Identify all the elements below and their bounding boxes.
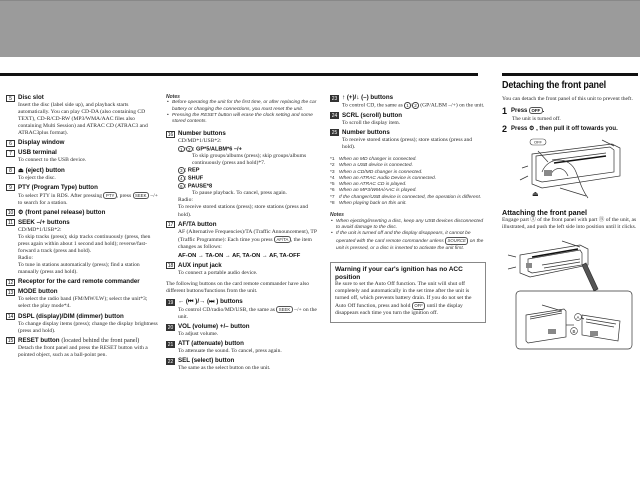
entry-display-window <box>6 139 158 147</box>
detach-intro: You can detach the front panel of this unit to prevent theft. <box>502 96 633 102</box>
item-number: 14 <box>7 314 14 321</box>
entry-body <box>6 192 158 207</box>
entry-body: To connect to the USB device. <box>18 157 87 164</box>
pause-desc: To pause playback. To cancel, press again. <box>192 190 287 197</box>
footnote: *7 If the changer/USB device is connected, the operation is different. <box>330 194 482 200</box>
item-number: 18 <box>167 263 174 270</box>
entry-title: DSPL (display)/DIM (dimmer) button <box>18 312 124 320</box>
entry-body: To attenuate the sound. To cancel, press again. <box>178 348 282 355</box>
entry-title: MODE button <box>18 288 58 296</box>
entry-body: The same as the select button on the unit. <box>178 365 271 372</box>
attach-body: Engage part Ⓐ of the front panel with part Ⓑ of the unit, as illustrated, and push the left side into position until it clicks. <box>502 217 637 231</box>
item-number: 9 <box>6 184 15 191</box>
body-text: To control CD/radio/MD/USB, the same as <box>178 306 275 313</box>
body-line: CD/MD*1/USB*2: <box>178 138 222 145</box>
entry-title: Receptor for the card remote commander <box>18 278 140 286</box>
item-number: 21 <box>167 341 174 348</box>
entry-title: Disc slot <box>18 94 44 101</box>
entry-title: SEL (select) button <box>178 357 235 365</box>
entry-dspl-button <box>6 313 158 335</box>
entry-title: Number buttons <box>342 128 390 136</box>
entry-att-button <box>166 340 320 355</box>
radio-label: Radio: <box>178 197 193 204</box>
item-number: 15 <box>7 338 14 345</box>
warning-body: Be sure to set the Auto Off function. The unit will shut off completely and automatically in the set time after the unit is turned off, which prevents battery drain. If you do not set the Auto Off function, press and hold OFF until the display disappears each time you turn the ignition off. <box>335 281 472 317</box>
body-text: , press <box>116 192 132 199</box>
remote-intro: The following buttons on the card remote commander have also different buttons/functions from the unit. <box>166 280 310 294</box>
entry-title: ⏏ (eject) button <box>18 166 65 174</box>
body-line: Radio: <box>18 255 33 262</box>
column-2 <box>166 94 320 374</box>
pause-label: : PAUSE*8 <box>184 183 213 190</box>
body-text: –/+ to search for a station. <box>18 192 158 206</box>
entry-body: To scroll the display item. <box>342 119 401 126</box>
gp-label: : GP*5/ALBM*6 –/+ <box>192 146 242 153</box>
entry-title: SCRL (scroll) button <box>342 111 403 119</box>
item-number: 8 <box>6 167 15 174</box>
entry-remote-number-buttons <box>330 129 486 151</box>
af-ta-sequence: AF-ON → TA-ON → AF, TA-ON → AF, TA-OFF <box>178 252 301 259</box>
section-rule-left <box>0 73 478 76</box>
step-2 <box>502 125 638 134</box>
entry-body <box>6 227 158 277</box>
entry-body: To connect a portable audio device. <box>178 269 258 276</box>
reset-notes <box>166 94 320 125</box>
source-key: SOURCE <box>445 237 468 244</box>
header-band <box>0 0 640 57</box>
detach-illustration <box>502 136 638 204</box>
entry-title: USB terminal <box>18 149 57 157</box>
footnote: *2 When a USB device is connected. <box>330 163 413 169</box>
release-icon: ⏏ <box>532 190 539 199</box>
off-key-callout-label: OFF <box>534 139 542 145</box>
column-1 <box>6 94 158 361</box>
entry-body: To receive stored stations (press); store stations (press and hold). <box>342 136 473 150</box>
button-3-icon: 3 <box>179 168 183 174</box>
entry-title: SEEK –/+ buttons <box>18 218 70 226</box>
item-number: 7 <box>6 150 15 157</box>
body-text: To control CD, the same as <box>342 102 403 109</box>
rep-label: : REP <box>184 167 200 174</box>
item-number: 6 <box>6 140 15 147</box>
entry-body: To change display items (press); change the display brightness (press and hold). <box>18 320 158 334</box>
footnote: *8 When playing back on this unit. <box>330 200 407 206</box>
body-text: (GP/ALBM –/+) on the unit. <box>420 102 485 109</box>
item-number: 24 <box>331 113 338 120</box>
item-number: 23 <box>331 95 338 102</box>
button-2-icon: 2 <box>414 103 417 108</box>
body-text: , the item changes as follows: <box>178 236 312 250</box>
item-number: 16 <box>167 131 174 138</box>
entry-title: PTY (Program Type) button <box>18 183 98 191</box>
entry-mode-button <box>6 288 158 310</box>
step-1-body: The unit is turned off. <box>512 116 561 123</box>
gp-desc: To skip groups/albums (press); skip groups/albums continuously (press and hold)*7. <box>192 153 307 167</box>
item-number: 22 <box>167 358 174 365</box>
entry-title: ATT (attenuate) button <box>178 340 244 348</box>
detach-panel-drawing <box>502 136 638 204</box>
entry-seek-buttons <box>6 219 158 277</box>
eject-notes <box>330 212 486 252</box>
button-1-icon: 1 <box>179 146 183 152</box>
entry-body: Detach the front panel and press the RESET button with a pointed object, such as a ball-point pen. <box>18 344 148 358</box>
entry-scrl-button <box>330 112 486 127</box>
entry-title: Number buttons <box>178 130 226 138</box>
body-line: To skip tracks (press); skip tracks continuously (press, then press again within about 1 second and hold); reverse/fast-forward a track (press and hold). <box>18 233 151 255</box>
step-1: 1 Press OFF . <box>502 106 545 117</box>
step-label: Press ⚙ , then pull it off towards you. <box>511 126 618 133</box>
warning-box <box>330 262 486 323</box>
attach-illustration <box>502 235 638 353</box>
shuf-label: : SHUF <box>184 175 204 182</box>
item-number: 12 <box>7 279 14 286</box>
entry-body: Insert the disc (label side up), and playback starts automatically. You can play CD-DA (also containing CD TEXT), CD-R/CD-RW (MP3/WMA/AAC files also containing Multi Session) and ATRAC CD (ATRAC3 and ATRAC3plus format). <box>18 102 148 137</box>
entry-vol-button <box>166 323 320 338</box>
radio-desc: To receive stored stations (press); store stations (press and hold). <box>178 204 309 218</box>
entry-af-ta-button <box>166 221 320 260</box>
item-number: 13 <box>7 289 14 296</box>
notes-title: Notes <box>330 212 344 219</box>
entry-receptor <box>6 278 158 286</box>
af-ta-key: AF/TA <box>274 236 291 243</box>
step-number: 2 <box>502 124 508 135</box>
entry-arrow-buttons <box>166 298 320 321</box>
entry-aux-input <box>166 262 320 277</box>
entry-title: Display window <box>18 139 65 147</box>
entry-usb-terminal <box>6 149 158 164</box>
entry-disc-slot <box>6 94 158 137</box>
part-a-label: A <box>576 315 580 321</box>
step-number: 1 <box>502 106 508 117</box>
entry-title: AF/TA button <box>178 220 217 228</box>
body-text: To select PTY in RDS. After pressing <box>18 192 103 199</box>
pty-key: PTY <box>103 192 116 199</box>
button-2-icon: 2 <box>188 146 191 152</box>
seek-key: SEEK <box>276 306 292 313</box>
entry-number-buttons <box>166 130 320 218</box>
column-3 <box>330 94 486 323</box>
entry-reset-button <box>6 337 158 359</box>
entry-title: VOL (volume) +/– button <box>178 323 250 331</box>
item-number: 25 <box>331 130 338 137</box>
entry-eject-button <box>6 167 158 182</box>
entry-sel-button <box>166 357 320 372</box>
note-item: • Pressing the RESET button will erase the clock setting and some stored contents. <box>166 113 320 126</box>
body-text: AF (Alternative Frequencies)/TA (Traffic Announcement), TP (Traffic Programme): Each time you press <box>178 228 317 243</box>
part-b-label: B <box>572 329 576 335</box>
attach-panel-drawing <box>502 235 638 353</box>
button-1-icon: 1 <box>406 103 409 108</box>
entry-up-down-buttons <box>330 94 486 110</box>
item-number: 19 <box>167 299 174 306</box>
column-4 <box>502 80 638 353</box>
footnote: *4 When an ATRAC Audio Device is connected. <box>330 175 437 181</box>
footnote: *5 When an ATRAC CD is played. <box>330 182 407 188</box>
entry-body: CD/MD*1/USB*2: 1 / 2 : GP*5/ALBM*6 –/+ To skip groups/albums (press); skip groups/albums continuously (press and hold)*7. 3 : REP 4 : SHUF 6 : PAUSE*8 To pause playback. To cancel, press again. Radio: To receive stored stations (press); store stations (press and hold). <box>166 138 320 218</box>
item-number: 5 <box>6 95 15 102</box>
entry-body: To eject the disc. <box>18 174 56 181</box>
item-number: 11 <box>7 220 14 227</box>
entry-body: To select the radio band (FM/MW/LW); select the unit*3; select the play mode*4. <box>18 296 148 310</box>
button-6-icon: 6 <box>179 183 183 189</box>
entry-body <box>166 306 320 321</box>
entry-title: ↑ (+)/↓ (–) buttons <box>342 94 394 101</box>
footnote: *3 When a CD/MD changer is connected. <box>330 169 423 175</box>
section-title-detaching: Detaching the front panel <box>502 80 607 91</box>
body-line: To tune in stations automatically (press); find a station manually (press and hold). <box>18 262 140 276</box>
entry-body <box>166 229 320 260</box>
section-title-attaching: Attaching the front panel <box>502 208 588 218</box>
warning-title: Warning if your car's ignition has no ACC position <box>335 265 463 281</box>
notes-title: Notes <box>166 94 180 100</box>
footnotes <box>330 157 486 207</box>
step-label: Press <box>511 108 528 115</box>
body-text: –/+ on the unit. <box>178 306 317 321</box>
footnote: *1 When an MD changer is connected. <box>330 156 417 162</box>
item-number: 10 <box>7 210 14 217</box>
seek-key: SEEK <box>133 192 149 199</box>
entry-pty-button <box>6 184 158 207</box>
footnote: *6 When an MP3/WMA/AAC is played. <box>330 188 417 194</box>
body-line: CD/MD*1/USB*2: <box>18 226 62 233</box>
item-number: 20 <box>167 324 174 331</box>
entry-title: ⚙ (front panel release) button <box>18 208 106 216</box>
entry-body: To adjust volume. <box>178 331 219 338</box>
off-key: OFF <box>412 302 426 309</box>
note-item: • Before operating the unit for the first time, or after replacing the car battery or changing the connections, you must reset the unit. <box>166 100 320 113</box>
note-item: • When ejecting/inserting a disc, keep any USB devices disconnected to avoid damage to the disc. <box>330 219 486 232</box>
button-4-icon: 4 <box>179 176 183 182</box>
entry-title: RESET button <box>18 336 60 344</box>
entry-front-panel-release <box>6 209 158 217</box>
entry-body: To control CD, the same as 1 / 2 (GP/ALBM –/+) on the unit. <box>342 102 485 109</box>
entry-title: AUX input jack <box>178 261 222 269</box>
entry-title: ← (⏮ )/→ (⏭ ) buttons <box>178 298 243 306</box>
item-number: 17 <box>167 222 174 229</box>
section-rule-right <box>502 73 638 76</box>
off-key: OFF <box>529 107 543 114</box>
entry-title-sub: (located behind the front panel) <box>61 336 140 344</box>
note-item: • If the unit is turned off and the display disappears, it cannot be operated with the card remote commander unless SOURCE on the unit is pressed, or a disc is inserted to activate the unit first. <box>330 231 486 252</box>
